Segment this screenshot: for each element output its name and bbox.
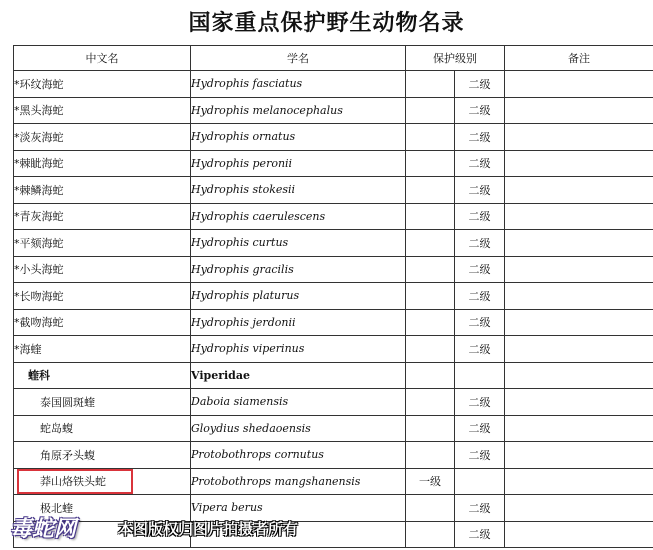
table-row [14, 521, 653, 548]
level-one-cell [406, 415, 455, 442]
notes-cell [505, 336, 653, 363]
table-row [14, 283, 653, 310]
table-row [14, 309, 653, 336]
notes-cell [505, 230, 653, 257]
table-body [14, 71, 653, 548]
chinese-name-cell: 蛇岛蝮 [14, 415, 191, 442]
notes-cell [505, 468, 653, 495]
scientific-name-cell: Protobothrops mangshanensis [191, 468, 406, 495]
chinese-name-cell: *棘眦海蛇 [14, 150, 191, 177]
header-chinese-name: 中文名 [14, 46, 191, 71]
level-two-cell: 二级 [455, 495, 505, 522]
scientific-name-cell: Vipera berus [191, 495, 406, 522]
level-two-cell: 二级 [455, 150, 505, 177]
level-one-cell [406, 362, 455, 389]
level-one-cell [406, 495, 455, 522]
level-two-cell: 二级 [455, 124, 505, 151]
level-two-cell: 二级 [455, 389, 505, 416]
level-two-cell: 二级 [455, 521, 505, 548]
level-one-cell [406, 283, 455, 310]
scientific-name-cell: Hydrophis viperinus [191, 336, 406, 363]
chinese-name-cell: *平颏海蛇 [14, 230, 191, 257]
level-two-cell: 二级 [455, 97, 505, 124]
notes-cell [505, 203, 653, 230]
level-two-cell: 二级 [455, 256, 505, 283]
level-two-cell: 二级 [455, 71, 505, 98]
notes-cell [505, 256, 653, 283]
table-row [14, 336, 653, 363]
level-one-cell [406, 150, 455, 177]
header-protection-level: 保护级别 [406, 46, 505, 71]
table-row [14, 468, 653, 495]
table-row [14, 177, 653, 204]
level-two-cell: 二级 [455, 415, 505, 442]
watermark-text: 本图版权归图片拍摄者所有 [118, 520, 299, 538]
scientific-name-cell: Hydrophis platurus [191, 283, 406, 310]
header-notes: 备注 [505, 46, 653, 71]
level-two-cell: 二级 [455, 230, 505, 257]
table-header-row [14, 46, 653, 71]
level-two-cell: 二级 [455, 336, 505, 363]
level-two-cell [455, 362, 505, 389]
scientific-name-cell: Hydrophis gracilis [191, 256, 406, 283]
chinese-name-cell: *黑头海蛇 [14, 97, 191, 124]
scientific-name-cell: Hydrophis curtus [191, 230, 406, 257]
chinese-name-cell [14, 521, 191, 548]
chinese-name-cell: *环纹海蛇 [14, 71, 191, 98]
table-row [14, 495, 653, 522]
scientific-name-cell: Hydrophis melanocephalus [191, 97, 406, 124]
level-two-cell: 二级 [455, 177, 505, 204]
notes-cell [505, 283, 653, 310]
chinese-name-cell: 蝰科 [14, 362, 191, 389]
level-two-cell [455, 468, 505, 495]
notes-cell [505, 150, 653, 177]
notes-cell [505, 442, 653, 469]
level-one-cell [406, 177, 455, 204]
level-two-cell: 二级 [455, 203, 505, 230]
level-one-cell [406, 336, 455, 363]
notes-cell [505, 521, 653, 548]
level-one-cell [406, 203, 455, 230]
level-one-cell [406, 256, 455, 283]
notes-cell [505, 124, 653, 151]
scientific-name-cell: Hydrophis fasciatus [191, 71, 406, 98]
notes-cell [505, 97, 653, 124]
chinese-name-cell: 泰国圆斑蝰 [14, 389, 191, 416]
notes-cell [505, 309, 653, 336]
table-row [14, 230, 653, 257]
family-row [14, 362, 653, 389]
notes-cell [505, 177, 653, 204]
level-one-cell [406, 230, 455, 257]
protected-species-table [13, 45, 653, 548]
chinese-name-cell: *棘鳞海蛇 [14, 177, 191, 204]
watermark-logo: 毒蛇网 [10, 517, 77, 542]
scientific-name-cell: Hydrophis jerdonii [191, 309, 406, 336]
level-one-cell [406, 521, 455, 548]
table-row [14, 256, 653, 283]
table-row [14, 150, 653, 177]
level-one-cell [406, 389, 455, 416]
chinese-name-cell: *淡灰海蛇 [14, 124, 191, 151]
scientific-name-cell: Hydrophis peronii [191, 150, 406, 177]
scientific-name-cell: Gloydius shedaoensis [191, 415, 406, 442]
scientific-name-cell: Daboia siamensis [191, 389, 406, 416]
level-two-cell: 二级 [455, 309, 505, 336]
level-one-cell [406, 71, 455, 98]
chinese-name-cell: *截吻海蛇 [14, 309, 191, 336]
level-one-cell [406, 309, 455, 336]
chinese-name-cell: *海蝰 [14, 336, 191, 363]
chinese-name-cell: *青灰海蛇 [14, 203, 191, 230]
table-row [14, 203, 653, 230]
notes-cell [505, 389, 653, 416]
notes-cell [505, 495, 653, 522]
chinese-name-cell: 极北蝰 [14, 495, 191, 522]
document-title: 国家重点保护野生动物名录 [188, 10, 465, 36]
notes-cell [505, 415, 653, 442]
table-row [14, 415, 653, 442]
notes-cell [505, 362, 653, 389]
table-row [14, 442, 653, 469]
header-scientific-name: 学名 [191, 46, 406, 71]
table-row [14, 97, 653, 124]
table-row [14, 389, 653, 416]
scientific-name-cell: Hydrophis caerulescens [191, 203, 406, 230]
chinese-name-cell: *小头海蛇 [14, 256, 191, 283]
table-row [14, 124, 653, 151]
scientific-name-cell: Protobothrops cornutus [191, 442, 406, 469]
level-one-cell [406, 442, 455, 469]
notes-cell [505, 71, 653, 98]
level-one-cell: 一级 [406, 468, 455, 495]
chinese-name-cell: 角原矛头蝮 [14, 442, 191, 469]
chinese-name-cell: 莽山烙铁头蛇 [14, 468, 191, 495]
scientific-name-cell: Viperidae [191, 362, 406, 389]
level-two-cell: 二级 [455, 283, 505, 310]
chinese-name-cell: *长吻海蛇 [14, 283, 191, 310]
level-two-cell: 二级 [455, 442, 505, 469]
scientific-name-cell [191, 521, 406, 548]
table-row [14, 71, 653, 98]
scientific-name-cell: Hydrophis ornatus [191, 124, 406, 151]
level-one-cell [406, 97, 455, 124]
level-one-cell [406, 124, 455, 151]
scientific-name-cell: Hydrophis stokesii [191, 177, 406, 204]
